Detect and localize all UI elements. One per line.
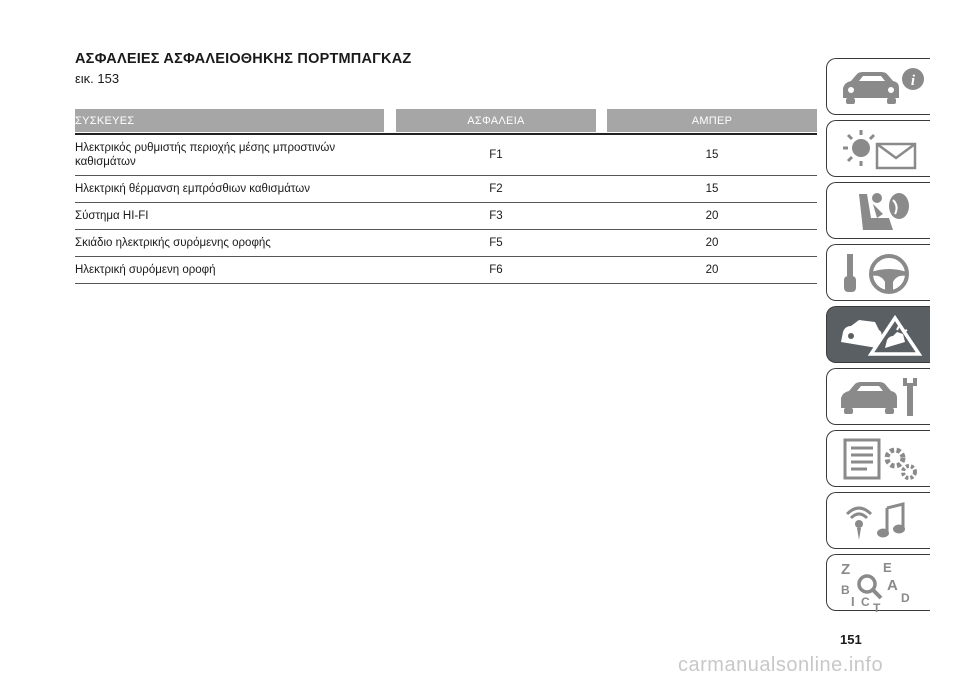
index-letter: E bbox=[883, 560, 892, 575]
fuse-cell: F2 bbox=[489, 182, 503, 195]
device-line: Ηλεκτρικός ρυθμιστής περιοχής μέσης μπροστινών bbox=[75, 142, 336, 154]
fuse-cell: F3 bbox=[489, 209, 503, 222]
device-cell: Σκιάδιο ηλεκτρικής συρόμενης οροφής bbox=[75, 237, 271, 249]
index-letter: I bbox=[851, 594, 855, 609]
multimedia-icon bbox=[837, 498, 927, 544]
index-letter: C bbox=[861, 595, 870, 609]
column-header-amps: ΑΜΠΕΡ bbox=[607, 109, 817, 132]
fuse-cell: F1 bbox=[489, 148, 503, 161]
page-number: 151 bbox=[840, 632, 862, 647]
watermark: carmanualsonline.info bbox=[678, 654, 884, 676]
amps-cell: 15 bbox=[705, 148, 719, 161]
device-line: καθισμάτων bbox=[75, 156, 136, 168]
car-maintenance-icon bbox=[837, 374, 927, 420]
table-row bbox=[75, 257, 817, 284]
device-cell: Ηλεκτρική θέρμανση εμπρόσθιων καθισμάτων bbox=[75, 183, 310, 195]
device-cell: Σύστημα HI-FI bbox=[75, 210, 149, 222]
car-emergency-warning-icon bbox=[837, 312, 927, 358]
index-letter: B bbox=[841, 583, 850, 597]
index-search-icon bbox=[837, 560, 927, 612]
amps-cell: 20 bbox=[705, 209, 719, 222]
chapter-tab-maintenance[interactable] bbox=[826, 368, 930, 425]
table-row bbox=[75, 135, 817, 176]
amps-cell: 20 bbox=[705, 236, 719, 249]
chapter-tab-emergency[interactable] bbox=[826, 306, 930, 363]
chapter-tab-technical-data[interactable] bbox=[826, 430, 930, 487]
chapter-tab-safety[interactable] bbox=[826, 182, 930, 239]
table-header bbox=[75, 109, 817, 132]
index-letter: T bbox=[873, 601, 881, 612]
device-cell bbox=[75, 135, 384, 174]
index-letter: D bbox=[901, 591, 910, 605]
key-steering-wheel-icon bbox=[837, 250, 927, 296]
table-row bbox=[75, 230, 817, 257]
chapter-tab-starting[interactable] bbox=[826, 244, 930, 301]
index-letter: A bbox=[887, 577, 898, 594]
amps-cell: 15 bbox=[705, 182, 719, 195]
column-header-devices: ΣΥΣΚΕΥΕΣ bbox=[75, 109, 384, 132]
device-cell: Ηλεκτρική συρόμενη οροφή bbox=[75, 264, 216, 276]
fuse-cell: F5 bbox=[489, 236, 503, 249]
warning-lights-message-icon bbox=[837, 126, 927, 172]
car-info-icon bbox=[837, 64, 927, 110]
chapter-tab-index[interactable] bbox=[826, 554, 930, 611]
index-letter: Z bbox=[841, 561, 851, 578]
technical-data-icon bbox=[837, 436, 927, 482]
column-header-fuse: ΑΣΦΑΛΕΙΑ bbox=[396, 109, 596, 132]
chapter-tab-warnings[interactable] bbox=[826, 120, 930, 177]
table-row bbox=[75, 176, 817, 203]
chapter-tab-multimedia[interactable] bbox=[826, 492, 930, 549]
page-title: ΑΣΦΑΛΕΙΕΣ ΑΣΦΑΛΕΙΟΘΗΚΗΣ ΠΟΡΤΜΠΑΓΚΑΖ bbox=[75, 51, 412, 67]
amps-cell: 20 bbox=[705, 263, 719, 276]
fuse-table bbox=[75, 109, 817, 284]
svg-text:i: i bbox=[910, 73, 916, 89]
figure-reference: εικ. 153 bbox=[75, 71, 120, 86]
table-row bbox=[75, 203, 817, 230]
chapter-tab-car-info[interactable] bbox=[826, 58, 930, 115]
fuse-cell: F6 bbox=[489, 263, 503, 276]
seat-airbag-icon bbox=[837, 188, 927, 234]
